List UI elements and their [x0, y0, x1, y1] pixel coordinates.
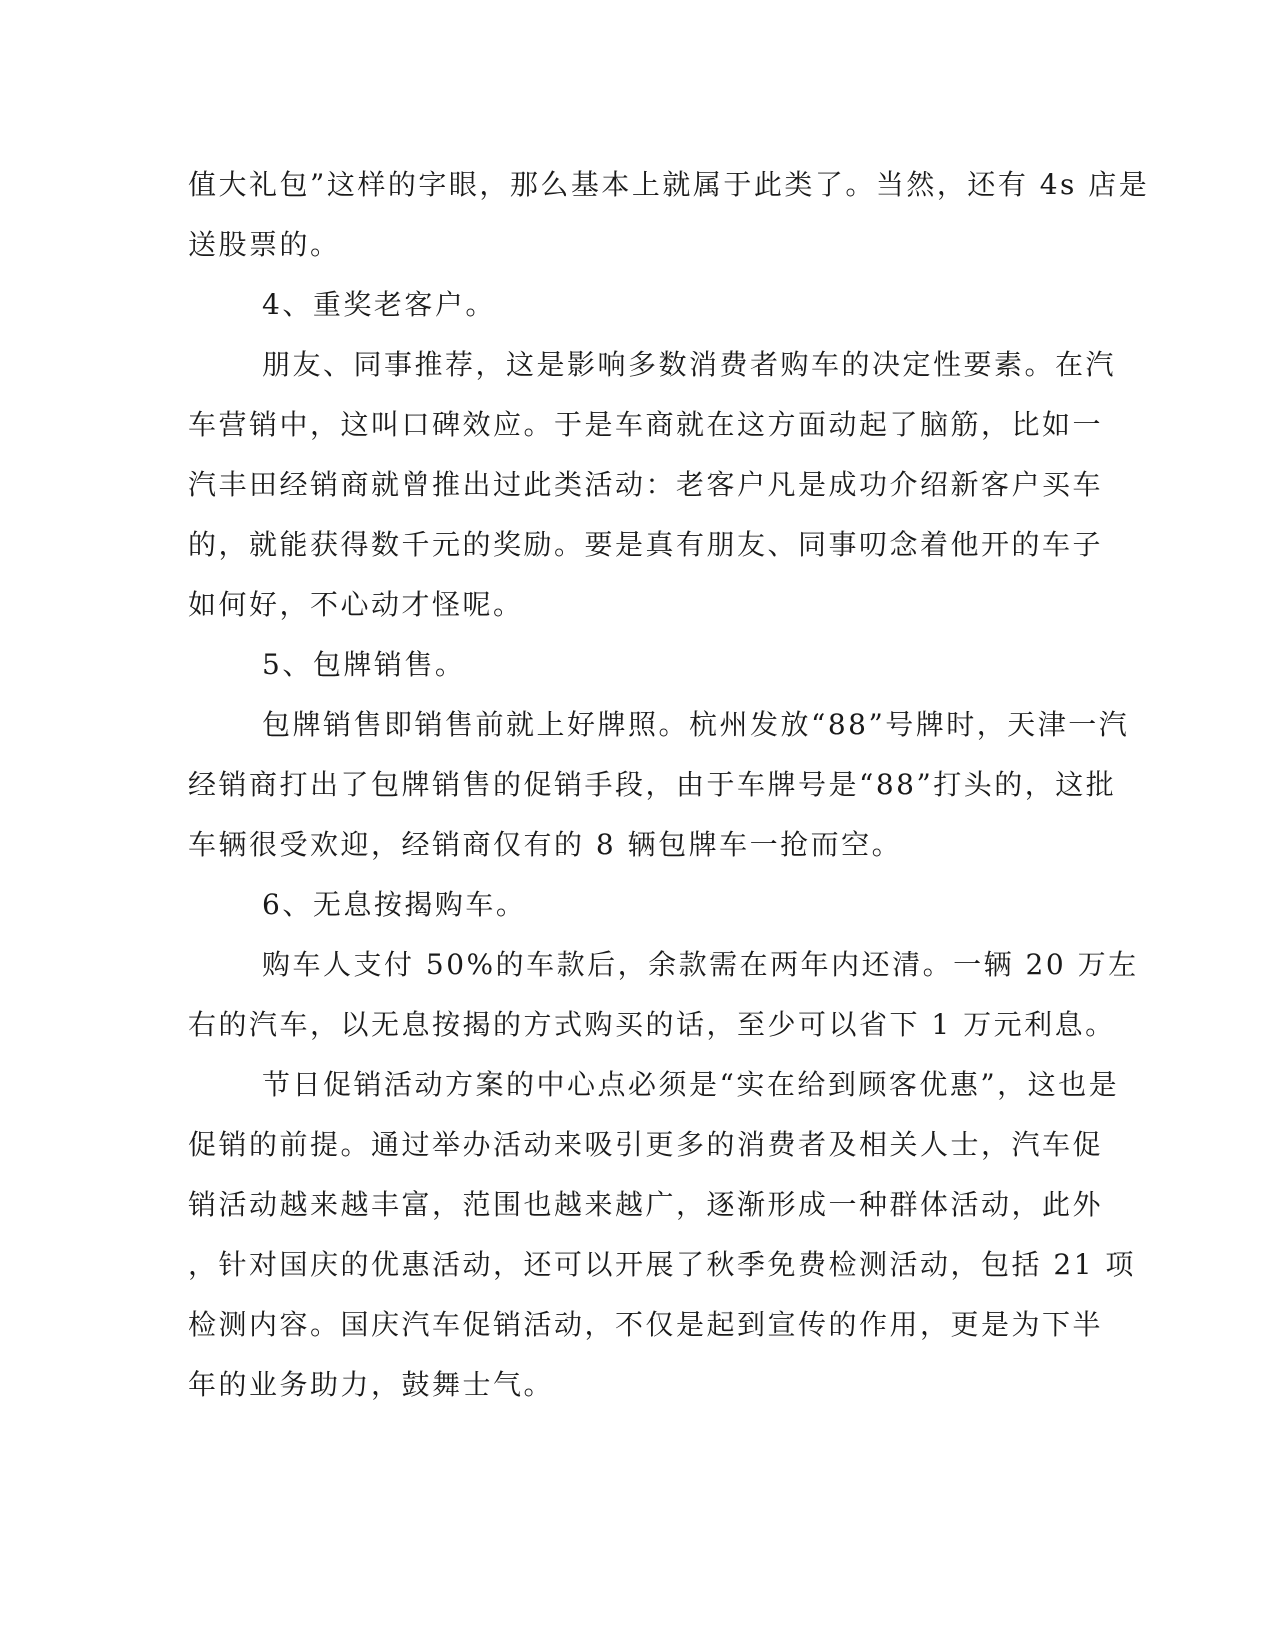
text-line: 年的业务助力，鼓舞士气。: [188, 1368, 555, 1401]
document-body: [188, 155, 1150, 1415]
text-line: 节日促销活动方案的中心点必须是“实在给到顾客优惠”，这也是: [262, 1068, 1120, 1101]
text-line: 车辆很受欢迎，经销商仅有的 8 辆包牌车一抢而空。: [188, 828, 903, 861]
text-line: 朋友、同事推荐，这是影响多数消费者购车的决定性要素。在汽: [262, 348, 1117, 381]
section-heading: 5、包牌销售。: [262, 648, 466, 681]
text-line: 如何好，不心动才怪呢。: [188, 588, 524, 621]
text-line: 包牌销售即销售前就上好牌照。杭州发放“88”号牌时，天津一汽: [262, 708, 1130, 741]
text-line: 汽丰田经销商就曾推出过此类活动：老客户凡是成功介绍新客户买车: [188, 468, 1104, 501]
text-line: 促销的前提。通过举办活动来吸引更多的消费者及相关人士，汽车促: [188, 1128, 1104, 1161]
text-line: 销活动越来越丰富，范围也越来越广，逐渐形成一种群体活动，此外: [188, 1188, 1104, 1221]
text-line: 检测内容。国庆汽车促销活动，不仅是起到宣传的作用，更是为下半: [188, 1308, 1104, 1341]
section-heading: 6、无息按揭购车。: [262, 888, 527, 921]
text-line: 送股票的。: [188, 228, 341, 261]
text-line: 经销商打出了包牌销售的促销手段，由于车牌号是“88”打头的，这批: [188, 768, 1117, 801]
text-line: 右的汽车，以无息按揭的方式购买的话，至少可以省下 1 万元利息。: [188, 1008, 1116, 1041]
text-line: 购车人支付 50%的车款后，余款需在两年内还清。一辆 20 万左: [262, 948, 1139, 981]
section-heading: 4、重奖老客户。: [262, 288, 496, 321]
text-line: 车营销中，这叫口碑效应。于是车商就在这方面动起了脑筋，比如一: [188, 408, 1104, 441]
text-line: 值大礼包”这样的字眼，那么基本上就属于此类了。当然，还有 4s 店是: [188, 168, 1150, 201]
text-line: 的，就能获得数千元的奖励。要是真有朋友、同事叨念着他开的车子: [188, 528, 1104, 561]
text-line: ，针对国庆的优惠活动，还可以开展了秋季免费检测活动，包括 21 项: [188, 1248, 1136, 1281]
